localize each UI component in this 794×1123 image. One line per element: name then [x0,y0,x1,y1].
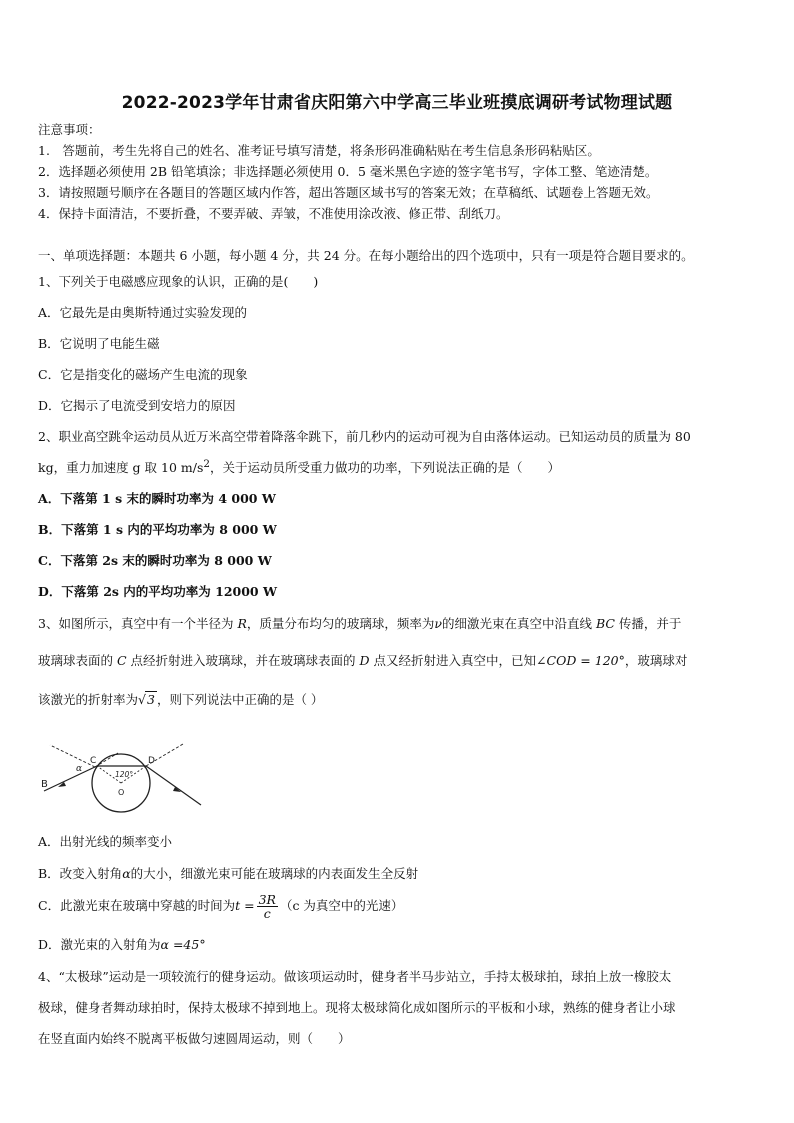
q3-text: 该激光的折射率为 [38,692,139,707]
q3-text: ，则下列说法中正确的是（ ） [156,692,324,707]
q3-option-c [38,893,403,920]
q2-superscript: 2 [203,458,210,470]
q1-option-a: A．它最先是由奥斯特通过实验发现的 [38,305,248,320]
q2-stem-text: kg，重力加速度 g 取 10 m/s [38,460,204,476]
symbol-d: D [359,653,370,668]
notice-item-1: 1. 答题前，考生先将自己的姓名、准考证号填写清楚，将条形码准确粘贴在考生信息条形码粘贴区。 [38,143,600,158]
symbol-r: R [237,616,247,631]
q2-option-b: B．下落第 1 s 内的平均功率为 8 000 W [38,522,277,537]
q3-text: 点又经折射进入真空中，已知 [369,653,537,668]
q3-option-text: （c 为真空中的光速） [279,898,404,914]
sqrt-radicand: 3 [146,692,155,707]
notice-heading: 注意事项： [38,122,101,137]
incident-beam [44,766,97,791]
q2-option-a: A．下落第 1 s 末的瞬时功率为 4 000 W [38,491,276,506]
q3-text: 点经折射进入玻璃球，并在玻璃球表面的 [126,653,360,668]
q4-line-2: 极球，健身者舞动球拍时，保持太极球不掉到地上。现将太极球简化成如图所示的平板和小球，熟练的健身者让小球 [38,1000,676,1015]
glass-sphere-figure [38,735,203,825]
label-alpha: α [76,764,83,774]
q3-text: 3、如图所示，真空中有一个半径为 [38,616,238,631]
fraction-3r-over-c [257,893,278,920]
q3-option-text: C．此激光束在玻璃中穿越的时间为 [38,898,236,914]
q1-option-d: D．它揭示了电流受到安培力的原因 [38,398,236,413]
section-heading: 一、单项选择题：本题共 6 小题，每小题 4 分，共 24 分。在每小题给出的四个选项中，只有一项是符合题目要求的。 [38,248,694,263]
fraction-denominator: c [263,906,271,922]
symbol-c: C [116,653,127,668]
angle-cod: ∠COD = 120° [536,653,625,668]
q2-stem-tail: ，关于运动员所受重力做功的功率，下列说法正确的是（ ） [209,460,560,476]
q3-text: 的细激光束在真空中沿直线 [441,616,596,631]
notice-item-3: 3．请按照题号顺序在各题目的答题区域内作答，超出答题区域书写的答案无效；在草稿纸、试题卷上答题无效。 [38,185,659,200]
q1-stem: 1、下列关于电磁感应现象的认识，正确的是( ) [38,274,319,289]
sqrt-symbol: √ [138,692,146,707]
q3-text: 玻璃球表面的 [38,653,117,668]
q2-option-c: C．下落第 2s 末的瞬时功率为 8 000 W [38,553,272,568]
symbol-alpha: α [122,866,131,881]
q2-stem-line-2 [38,458,560,476]
q3-option-text: D．激光束的入射角为 [38,937,161,952]
label-d: D [148,756,155,766]
notice-item-4: 4．保持卡面清洁，不要折叠，不要弄破、弄皱，不准使用涂改液、修正带、刮纸刀。 [38,206,509,221]
q3-option-a: A．出射光线的频率变小 [38,834,173,849]
time-symbol: t = [235,898,255,914]
q3-option-d [38,935,206,953]
symbol-bc: BC [595,616,615,631]
q3-option-text: B．改变入射角 [38,866,123,881]
q1-option-c: C．它是指变化的磁场产生电流的现象 [38,367,248,382]
normal-dashed-left [50,745,95,767]
q2-stem-line-1: 2、职业高空跳伞运动员从近万米高空带着降落伞跳下，前几秒内的运动可视为自由落体运动。已知运动员的质量为 80 [38,429,691,444]
notice-item-2: 2．选择题必须使用 2B 铅笔填涂；非选择题必须使用 0．5 毫米黑色字迹的签字笔书写，字体工整、笔迹清楚。 [38,164,658,179]
q2-option-d: D．下落第 2s 内的平均功率为 12000 W [38,584,278,599]
q4-line-1: 4、“太极球”运动是一项较流行的健身运动。做该项运动时，健身者半马步站立，手持太极球拍，球拍上放一橡胶太 [38,969,672,984]
q3-stem-line-1 [38,614,681,632]
q3-text: ，质量分布均匀的玻璃球，频率为 [246,616,435,631]
label-o: O [118,788,125,797]
q1-option-b: B．它说明了电能生磁 [38,336,160,351]
emergent-beam [146,766,201,805]
page-title: 2022-2023学年甘肃省庆阳第六中学高三毕业班摸底调研考试物理试题 [121,93,673,113]
fraction-numerator: 3R [258,892,276,907]
label-angle: 120° [115,770,134,779]
q3-stem-line-2 [38,651,687,669]
q3-option-b [38,864,418,882]
q3-text: 传播，并于 [614,616,682,631]
q3-text: ，玻璃球对 [624,653,688,668]
q3-option-text: 的大小，细激光束可能在玻璃球的内表面发生全反射 [130,866,419,881]
alpha-equals: α =45° [160,937,206,952]
label-c: C [90,756,97,766]
q3-stem-line-3 [38,690,323,708]
label-b: B [41,779,48,790]
q4-line-3: 在竖直面内始终不脱离平板做匀速圆周运动，则（ ） [38,1031,351,1046]
symbol-nu: ν [434,616,442,631]
